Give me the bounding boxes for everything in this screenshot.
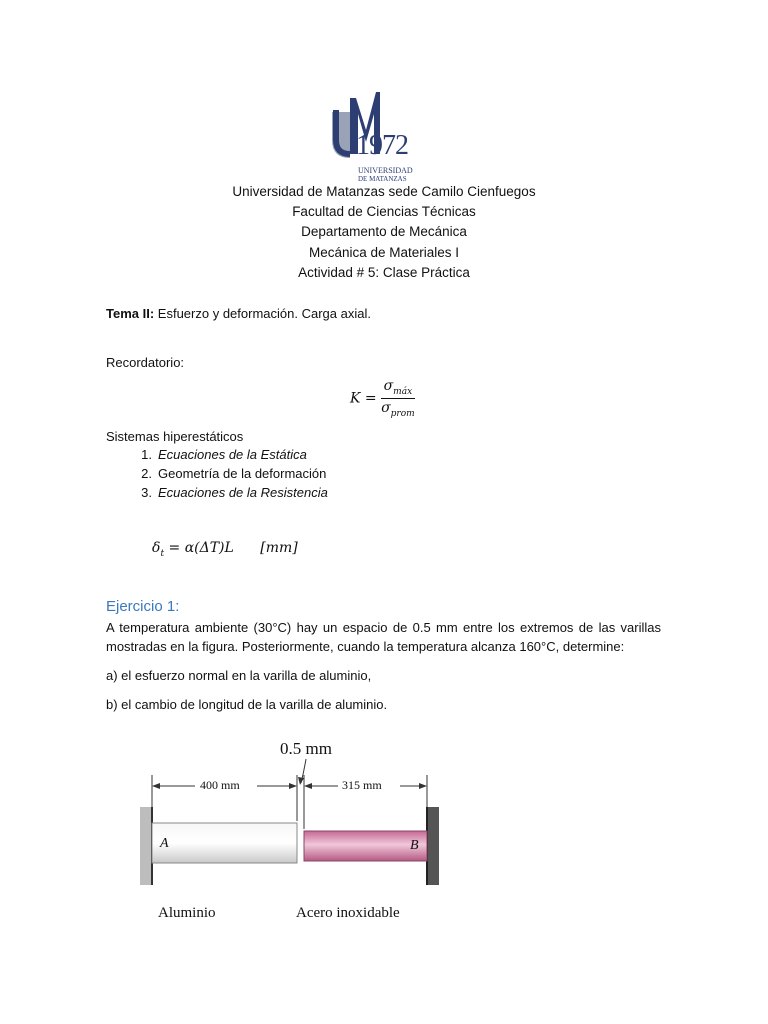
university-logo [328,90,428,185]
formula-k-den-sym: σ [381,399,391,416]
topic-line [106,305,371,322]
logo-name-line2: DE MATANZAS [358,175,407,183]
formula-delta [152,540,298,559]
header-activity: Actividad # 5: Clase Práctica [298,265,470,280]
rod-a-label: A [160,836,169,851]
list-text: Ecuaciones de la Resistencia [158,485,328,500]
formula-k-fraction [381,378,415,419]
systems-list [106,445,328,502]
list-number: 3. [141,485,152,500]
list-item [106,464,328,483]
list-text: Geometría de la deformación [158,466,327,481]
list-number: 2. [141,466,152,481]
exercise-part-b: b) el cambio de longitud de la varilla de aluminio. [106,697,388,712]
rods-figure [130,735,460,930]
formula-delta-sub: t [160,548,165,559]
header-department: Departamento de Mecánica [301,224,467,239]
topic-text: Esfuerzo y deformación. Carga axial. [157,306,371,321]
formula-k-num-sym: σ [383,378,394,394]
list-number: 1. [141,447,152,462]
list-text: Ecuaciones de la Estática [158,447,307,462]
formula-k-num-sub: máx [393,386,413,397]
formula-k [350,378,415,419]
left-wall [140,807,152,885]
exercise-heading: Ejercicio 1: [106,598,180,615]
logo-year: 1972 [356,130,408,161]
caption-steel: Acero inoxidable [296,905,400,921]
header-course: Mecánica de Materiales I [308,245,460,260]
dim-left-label: 400 mm [200,778,240,792]
list-item [106,483,328,502]
right-wall [427,807,439,885]
list-item [106,445,328,464]
header-university: Universidad de Matanzas sede Camilo Cienfuegos [232,184,536,199]
formula-delta-rhs: = α(ΔT)L [164,540,234,556]
gap-label: 0.5 mm [280,739,332,758]
formula-k-lhs: K = [350,390,377,407]
rod-a-aluminum [152,823,297,863]
header-faculty: Facultad de Ciencias Técnicas [292,204,476,219]
exercise-statement: A temperatura ambiente (30°C) hay un espacio de 0.5 mm entre los extremos de las varillas mostradas en la figura. Posteriormente, cuando la temperatura alcanza 160°C, determine: [106,620,661,654]
formula-delta-lhs: δ [152,540,161,556]
caption-aluminum: Aluminio [158,905,216,921]
exercise-part-a: a) el esfuerzo normal en la varilla de aluminio, [106,668,372,683]
reminder-label: Recordatorio: [106,355,185,370]
rods-diagram [130,735,460,930]
formula-k-den-sub: prom [390,408,415,419]
logo-name-line1: UNIVERSIDAD [358,166,413,175]
dim-right-label: 315 mm [342,778,382,792]
formula-delta-unit: [mm] [260,540,298,556]
topic-label: Tema II: [106,306,155,321]
systems-title: Sistemas hiperestáticos [106,429,244,444]
rod-b-steel [304,831,427,861]
rod-b-label: B [410,838,419,853]
